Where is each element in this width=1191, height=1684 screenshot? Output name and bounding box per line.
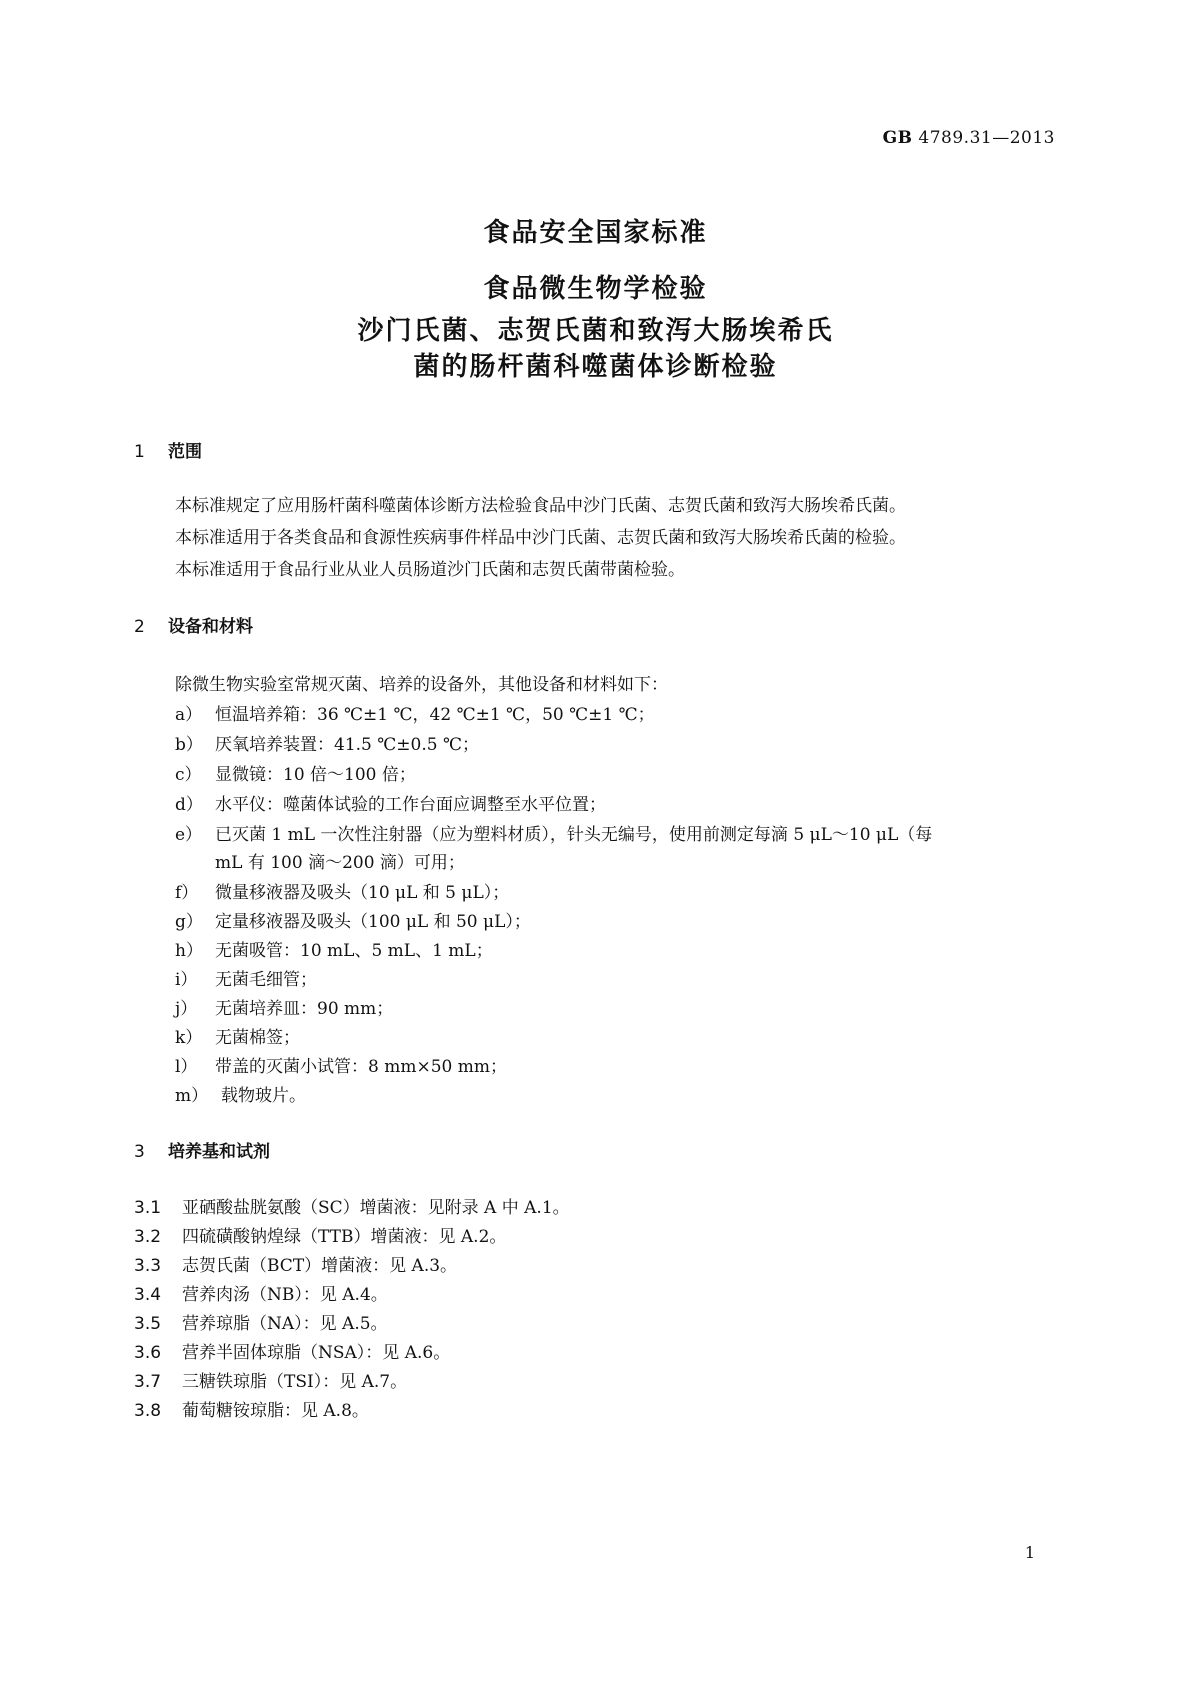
reagent-item [134, 1338, 450, 1363]
title-line-2: 食品微生物学检验 [483, 274, 708, 304]
list-item [175, 730, 479, 755]
list-item [175, 878, 509, 903]
list-item [175, 994, 393, 1019]
list-item-label: h） [175, 941, 203, 961]
reagent-number: 3.2 [134, 1227, 162, 1247]
standard-code-number: 4789.31—2013 [918, 128, 1055, 148]
list-item-continuation: mL 有 100 滴～200 滴）可用； [215, 853, 465, 873]
reagent-number: 3.5 [134, 1314, 162, 1334]
list-item-label: i） [175, 970, 198, 990]
section-title: 范围 [168, 442, 202, 462]
list-item-text: 微量移液器及吸头（10 μL 和 5 μL）； [215, 883, 510, 903]
reagent-number: 3.6 [134, 1343, 162, 1363]
list-item-text: 已灭菌 1 mL 一次性注射器（应为塑料材质），针头无编号，使用前测定每滴 5 μL～10 μL（每 [215, 825, 933, 845]
section-2-heading [134, 612, 253, 637]
reagent-number: 3.1 [134, 1198, 162, 1218]
reagent-item [134, 1251, 457, 1276]
list-item-label: j） [175, 999, 198, 1019]
reagent-number: 3.4 [134, 1285, 162, 1305]
list-item-label: e） [175, 825, 203, 845]
list-item-text: 无菌培养皿：90 mm； [215, 999, 394, 1019]
list-item-text: 无菌吸管：10 mL、5 mL、1 mL； [215, 941, 493, 961]
list-item-label: d） [175, 795, 203, 815]
reagent-text: 葡萄糖铵琼脂：见 A.8。 [182, 1401, 369, 1421]
reagent-item [134, 1193, 570, 1218]
list-item [175, 760, 416, 785]
list-item-text: 定量移液器及吸头（100 μL 和 50 μL）； [215, 912, 531, 932]
list-item-label: g） [175, 912, 203, 932]
reagent-text: 四硫磺酸钠煌绿（TTB）增菌液：见 A.2。 [182, 1227, 507, 1247]
section-1-heading [134, 437, 202, 462]
list-item [175, 907, 531, 932]
reagent-number: 3.7 [134, 1372, 162, 1392]
list-item-label: b） [175, 735, 203, 755]
title-line-1: 食品安全国家标准 [483, 218, 708, 248]
title-line-4: 菌的肠杆菌科噬菌体诊断检验 [413, 352, 778, 382]
list-item [175, 790, 606, 815]
title-line-3: 沙门氏菌、志贺氏菌和致泻大肠埃希氏 [357, 316, 834, 346]
reagent-number: 3.3 [134, 1256, 162, 1276]
standard-code [883, 128, 1055, 148]
equipment-intro: 除微生物实验室常规灭菌、培养的设备外，其他设备和材料如下： [175, 675, 668, 695]
list-item-text: 显微镜：10 倍～100 倍； [215, 765, 416, 785]
list-item [175, 820, 932, 845]
list-item-text: 带盖的灭菌小试管：8 mm×50 mm； [215, 1057, 507, 1077]
list-item [175, 1081, 306, 1106]
reagent-item [134, 1367, 407, 1392]
section-number: 1 [134, 442, 145, 462]
list-item [175, 700, 655, 725]
reagent-text: 志贺氏菌（BCT）增菌液：见 A.3。 [182, 1256, 458, 1276]
reagent-item [134, 1222, 506, 1247]
list-item-text: 恒温培养箱：36 ℃±1 ℃，42 ℃±1 ℃，50 ℃±1 ℃； [215, 705, 655, 725]
list-item [175, 1052, 507, 1077]
list-item-text: 厌氧培养装置：41.5 ℃±0.5 ℃； [215, 735, 479, 755]
section-number: 2 [134, 617, 145, 637]
reagent-text: 营养琼脂（NA）：见 A.5。 [182, 1314, 388, 1334]
list-item-label: c） [175, 765, 202, 785]
list-item [175, 965, 317, 990]
scope-paragraph: 本标准规定了应用肠杆菌科噬菌体诊断方法检验食品中沙门氏菌、志贺氏菌和致泻大肠埃希氏菌。 [175, 496, 906, 516]
reagent-item [134, 1396, 369, 1421]
section-title: 培养基和试剂 [168, 1142, 270, 1162]
standard-code-prefix: GB [882, 128, 913, 148]
reagent-text: 营养半固体琼脂（NSA）：见 A.6。 [182, 1343, 451, 1363]
list-item-text: 载物玻片。 [221, 1086, 306, 1106]
list-item [175, 936, 493, 961]
reagent-item [134, 1280, 388, 1305]
list-item [175, 1023, 300, 1048]
section-title: 设备和材料 [168, 617, 253, 637]
list-item-label: a） [175, 705, 203, 725]
list-item-text: 水平仪：噬菌体试验的工作台面应调整至水平位置； [215, 795, 606, 815]
list-item-text: 无菌棉签； [215, 1028, 300, 1048]
reagent-text: 三糖铁琼脂（TSI）：见 A.7。 [182, 1372, 408, 1392]
list-item-label: k） [175, 1028, 203, 1048]
list-item-text: 无菌毛细管； [215, 970, 317, 990]
list-item-label: l） [175, 1057, 198, 1077]
reagent-number: 3.8 [134, 1401, 162, 1421]
reagent-text: 亚硒酸盐胱氨酸（SC）增菌液：见附录 A 中 A.1。 [182, 1198, 570, 1218]
reagent-text: 营养肉汤（NB）：见 A.4。 [182, 1285, 388, 1305]
list-item-label: m） [175, 1086, 209, 1106]
reagent-item [134, 1309, 388, 1334]
page-number: 1 [1024, 1543, 1035, 1562]
scope-paragraph: 本标准适用于食品行业从业人员肠道沙门氏菌和志贺氏菌带菌检验。 [175, 560, 685, 580]
section-3-heading [134, 1137, 270, 1162]
section-number: 3 [134, 1142, 145, 1162]
scope-paragraph: 本标准适用于各类食品和食源性疾病事件样品中沙门氏菌、志贺氏菌和致泻大肠埃希氏菌的检验。 [175, 528, 906, 548]
list-item-label: f） [175, 883, 199, 903]
